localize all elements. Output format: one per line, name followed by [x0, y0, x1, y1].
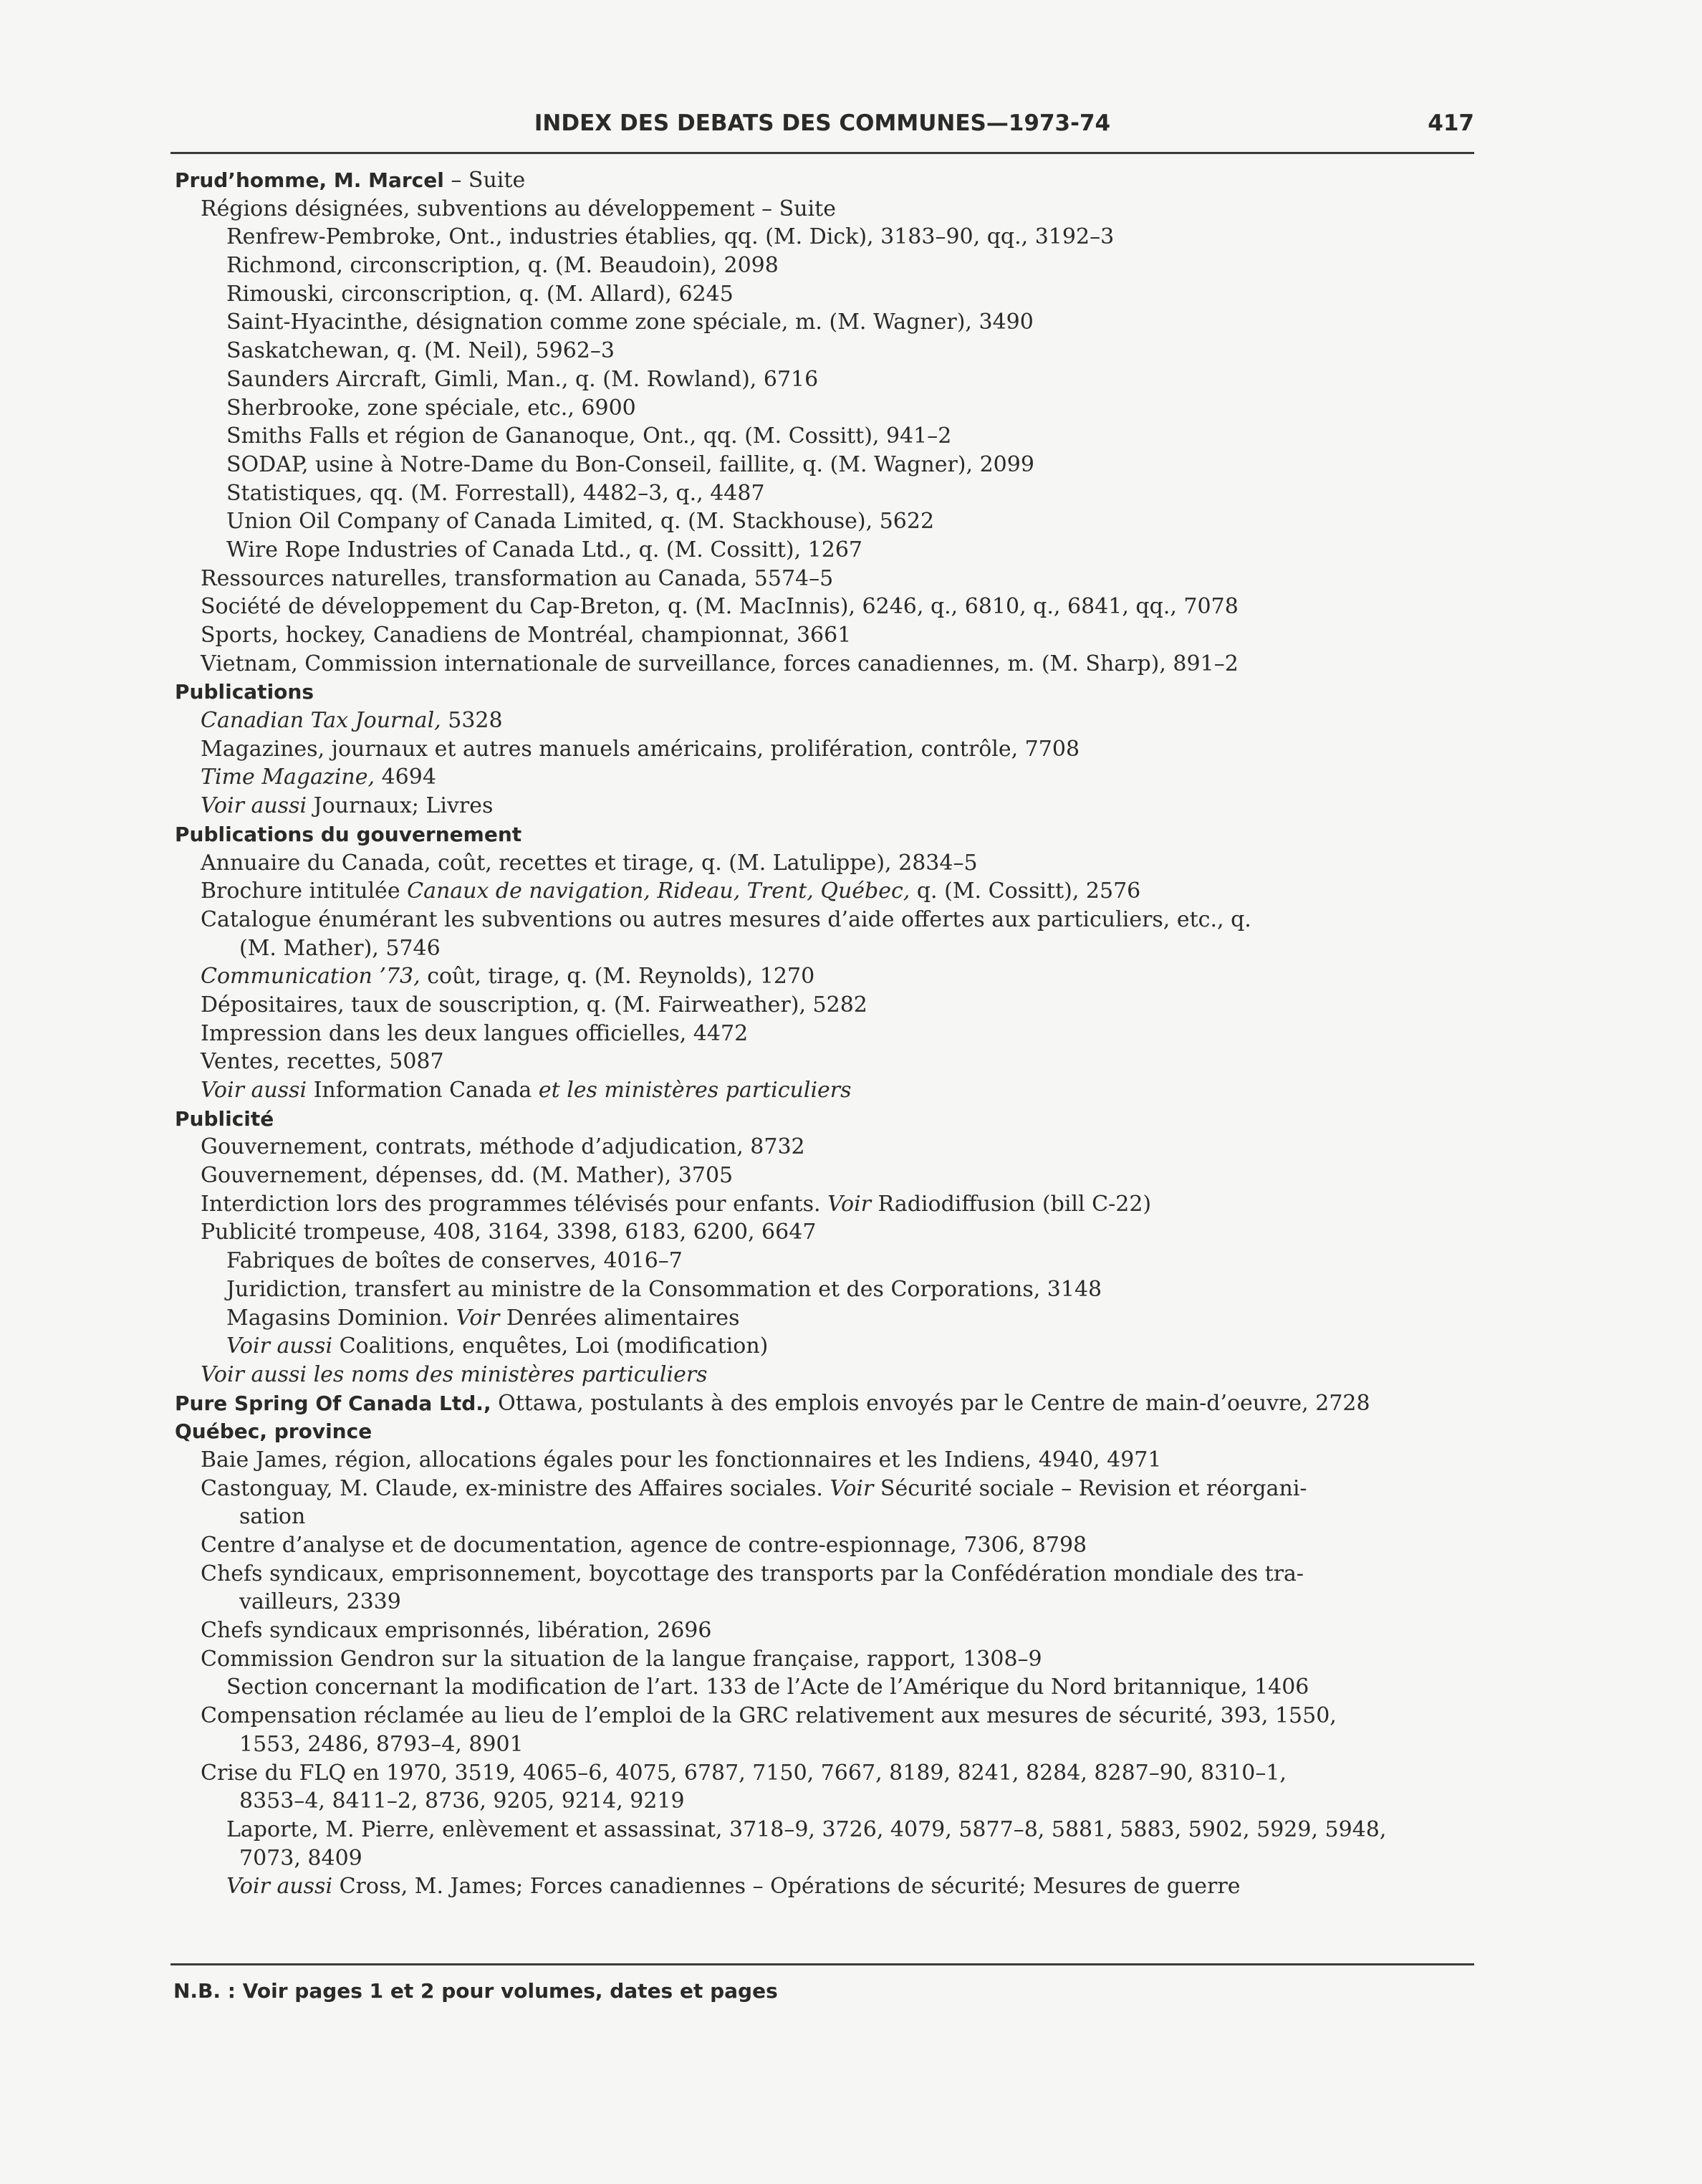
index-entry	[175, 1787, 1471, 1816]
entry-text: Publicité trompeuse, 408, 3164, 3398, 6183, 6200, 6647	[201, 1220, 817, 1245]
entry-italic-text: Canadian Tax Journal,	[201, 708, 441, 734]
entry-text: Cross, M. James; Forces canadiennes – Opérations de sécurité; Mesures de guerre	[332, 1874, 1241, 1900]
index-entry	[175, 195, 1471, 224]
entry-italic-text: Voir aussi	[201, 1078, 307, 1103]
index-entry	[175, 1645, 1471, 1674]
entry-italic-text: Time Magazine,	[201, 765, 375, 790]
entry-text: Ressources naturelles, transformation au Canada, 5574–5	[201, 565, 834, 591]
index-entry	[175, 1588, 1471, 1617]
entry-heading-text: Pure Spring Of Canada Ltd.,	[175, 1391, 491, 1415]
entry-text: Dépositaires, taux de souscription, q. (M. Fairweather), 5282	[201, 992, 867, 1017]
entry-text: Catalogue énumérant les subventions ou autres mesures d’aide offertes aux particuliers, etc., q.	[201, 906, 1251, 932]
index-entry	[175, 1560, 1471, 1589]
entry-text: q. (M. Cossitt), 2576	[910, 878, 1141, 904]
entry-text: Chefs syndicaux, emprisonnement, boycottage des transports par la Confédération mondiale des tra-	[201, 1561, 1304, 1586]
index-entry	[175, 308, 1471, 337]
entry-text: Sherbrooke, zone spéciale, etc., 6900	[226, 395, 636, 421]
index-entry	[175, 451, 1471, 479]
entry-text: Denrées alimentaires	[499, 1305, 740, 1331]
entry-text: Saskatchewan, q. (M. Neil), 5962–3	[226, 338, 615, 364]
entry-text: Saunders Aircraft, Gimli, Man., q. (M. Rowland), 6716	[226, 366, 819, 392]
index-entries	[175, 166, 1471, 1901]
entry-text: Magazines, journaux et autres manuels américains, prolifération, contrôle, 7708	[201, 736, 1080, 762]
entry-heading-text: Publications	[175, 680, 314, 704]
index-entry	[175, 1218, 1471, 1247]
index-entry	[175, 1617, 1471, 1645]
index-entry	[175, 1247, 1471, 1275]
index-entry	[175, 1304, 1471, 1333]
entry-text: Vietnam, Commission internationale de surveillance, forces canadiennes, m. (M. Sharp), 891–2	[201, 651, 1239, 676]
index-entry	[175, 1730, 1471, 1759]
index-heading	[175, 1417, 1471, 1446]
index-entry	[175, 1702, 1471, 1730]
entry-italic-text: Voir	[830, 1475, 874, 1501]
entry-text: Information Canada	[307, 1078, 539, 1103]
index-entry	[175, 650, 1471, 679]
index-entry	[175, 1759, 1471, 1788]
index-entry	[175, 763, 1471, 792]
index-entry	[175, 792, 1471, 820]
entry-italic-text: Voir aussi	[226, 1333, 333, 1359]
index-entry	[175, 394, 1471, 423]
index-entry	[175, 1076, 1471, 1105]
page-header	[170, 107, 1474, 142]
index-title: INDEX DES DEBATS DES COMMUNES—1973-74	[534, 110, 1111, 136]
entry-text: (M. Mather), 5746	[239, 935, 441, 961]
entry-heading-text: Prud’homme, M. Marcel	[175, 168, 444, 192]
index-entry	[175, 1048, 1471, 1076]
entry-text: Centre d’analyse et de documentation, agence de contre-espionnage, 7306, 8798	[201, 1533, 1087, 1558]
index-entry	[175, 337, 1471, 365]
entry-text: Gouvernement, dépenses, dd. (M. Mather), 3705	[201, 1163, 734, 1189]
entry-text: Sports, hockey, Canadiens de Montréal, championnat, 3661	[201, 623, 852, 648]
entry-text: Brochure intitulée	[201, 878, 408, 904]
index-entry	[175, 479, 1471, 508]
entry-text: Ottawa, postulants à des emplois envoyés par le Centre de main-d’oeuvre, 2728	[491, 1390, 1370, 1416]
entry-text: Commission Gendron sur la situation de la langue française, rapport, 1308–9	[201, 1646, 1042, 1672]
entry-heading-text: Québec, province	[175, 1419, 372, 1444]
index-entry	[175, 1503, 1471, 1531]
entry-text: Statistiques, qq. (M. Forrestall), 4482–3, q., 4487	[226, 480, 765, 506]
entry-text: Saint-Hyacinthe, désignation comme zone spéciale, m. (M. Wagner), 3490	[226, 310, 1034, 335]
entry-text: 8353–4, 8411–2, 8736, 9205, 9214, 9219	[239, 1788, 685, 1814]
entry-text: Juridiction, transfert au ministre de la Consommation et des Corporations, 3148	[226, 1276, 1102, 1302]
entry-text: vailleurs, 2339	[239, 1589, 401, 1615]
index-entry	[175, 1190, 1471, 1219]
entry-italic-text: Canaux de navigation, Rideau, Trent, Québec,	[407, 878, 910, 904]
page-number: 417	[1428, 110, 1474, 136]
entry-italic-text: et les ministères particuliers	[538, 1078, 852, 1103]
entry-text: 1553, 2486, 8793–4, 8901	[239, 1731, 524, 1757]
index-entry	[175, 877, 1471, 906]
entry-text: Régions désignées, subventions au développement – Suite	[201, 196, 836, 221]
index-entry	[175, 849, 1471, 878]
entry-text: Annuaire du Canada, coût, recettes et tirage, q. (M. Latulippe), 2834–5	[201, 850, 978, 876]
index-entry	[175, 565, 1471, 593]
index-entry	[175, 536, 1471, 565]
entry-italic-text: Voir aussi	[226, 1874, 333, 1900]
index-heading	[175, 820, 1471, 849]
index-entry	[175, 1673, 1471, 1702]
index-heading	[175, 678, 1471, 707]
index-entry	[175, 707, 1471, 735]
entry-text: Compensation réclamée au lieu de l’emploi de la GRC relativement aux mesures de sécurité, 393, 1550,	[201, 1703, 1337, 1729]
index-entry	[175, 223, 1471, 252]
index-entry	[175, 906, 1471, 934]
entry-text: Société de développement du Cap-Breton, q. (M. MacInnis), 6246, q., 6810, q., 6841, qq., 7078	[201, 594, 1239, 620]
index-entry	[175, 422, 1471, 451]
index-entry	[175, 1361, 1471, 1389]
entry-text: Magasins Dominion.	[226, 1305, 456, 1331]
index-entry	[175, 1162, 1471, 1190]
entry-text: Fabriques de boîtes de conserves, 4016–7	[226, 1248, 683, 1274]
entry-text: Baie James, région, allocations égales pour les fonctionnaires et les Indiens, 4940, 4971	[201, 1447, 1162, 1472]
footnote: N.B. : Voir pages 1 et 2 pour volumes, dates et pages	[173, 1979, 778, 2003]
entry-text: Renfrew-Pembroke, Ont., industries établies, qq. (M. Dick), 3183–90, qq., 3192–3	[226, 224, 1115, 250]
index-entry	[175, 280, 1471, 309]
entry-text: Journaux; Livres	[307, 793, 494, 819]
entry-text: 4694	[375, 765, 436, 790]
entry-text: coût, tirage, q. (M. Reynolds), 1270	[420, 964, 815, 990]
index-entry	[175, 962, 1471, 991]
index-entry	[175, 1332, 1471, 1361]
index-entry	[175, 507, 1471, 536]
index-entry	[175, 1475, 1471, 1503]
index-entry	[175, 991, 1471, 1020]
entry-italic-text: Voir aussi les noms des ministères particuliers	[201, 1361, 708, 1387]
entry-text: sation	[239, 1504, 306, 1530]
entry-text: Impression dans les deux langues officielles, 4472	[201, 1020, 749, 1046]
entry-heading-text: Publications du gouvernement	[175, 822, 522, 846]
entry-text: Crise du FLQ en 1970, 3519, 4065–6, 4075, 6787, 7150, 7667, 8189, 8241, 8284, 8287–90, 8310–1,	[201, 1760, 1287, 1786]
entry-text: Richmond, circonscription, q. (M. Beaudoin), 2098	[226, 253, 779, 279]
index-entry	[175, 1816, 1471, 1844]
index-entry	[175, 1844, 1471, 1873]
entry-text: Section concernant la modification de l’art. 133 de l’Acte de l’Amérique du Nord britannique, 1406	[226, 1675, 1309, 1700]
entry-text: Union Oil Company of Canada Limited, q. (M. Stackhouse), 5622	[226, 509, 935, 535]
footer-rule	[170, 1963, 1474, 1965]
index-entry	[175, 1531, 1471, 1560]
index-entry	[175, 621, 1471, 650]
entry-text: Smiths Falls et région de Gananoque, Ont., qq. (M. Cossitt), 941–2	[226, 423, 952, 449]
entry-text: – Suite	[443, 168, 526, 193]
entry-text: 7073, 8409	[239, 1845, 362, 1871]
entry-text: Coalitions, enquêtes, Loi (modification)	[332, 1333, 769, 1359]
entry-text: Laporte, M. Pierre, enlèvement et assassinat, 3718–9, 3726, 4079, 5877–8, 5881, 5883, 5902, 5929, 5948,	[226, 1816, 1387, 1842]
index-heading	[175, 166, 1471, 195]
entry-italic-text: Voir	[827, 1191, 872, 1217]
header-rule	[170, 152, 1474, 154]
entry-text: Wire Rope Industries of Canada Ltd., q. (M. Cossitt), 1267	[226, 537, 863, 562]
index-entry	[175, 1275, 1471, 1304]
index-entry	[175, 735, 1471, 764]
index-entry	[175, 934, 1471, 963]
index-entry	[175, 1020, 1471, 1048]
entry-text: Chefs syndicaux emprisonnés, libération, 2696	[201, 1618, 712, 1644]
entry-text: Castonguay, M. Claude, ex-ministre des Affaires sociales.	[201, 1475, 830, 1501]
entry-text: 5328	[441, 708, 503, 734]
index-entry	[175, 252, 1471, 280]
index-entry	[175, 365, 1471, 394]
index-entry	[175, 593, 1471, 621]
entry-text: Interdiction lors des programmes télévisés pour enfants.	[201, 1191, 828, 1217]
entry-italic-text: Communication ’73,	[201, 964, 420, 990]
entry-text: SODAP, usine à Notre-Dame du Bon-Conseil, faillite, q. (M. Wagner), 2099	[226, 451, 1034, 477]
entry-text: Sécurité sociale – Revision et réorgani-	[873, 1475, 1307, 1501]
index-entry	[175, 1872, 1471, 1901]
entry-text: Radiodiffusion (bill C-22)	[871, 1191, 1152, 1217]
index-entry	[175, 1446, 1471, 1475]
entry-italic-text: Voir	[456, 1305, 500, 1331]
index-heading	[175, 1389, 1471, 1418]
entry-text: Ventes, recettes, 5087	[201, 1049, 444, 1075]
index-entry	[175, 1133, 1471, 1162]
entry-heading-text: Publicité	[175, 1106, 274, 1131]
entry-text: Gouvernement, contrats, méthode d’adjudication, 8732	[201, 1134, 805, 1160]
entry-italic-text: Voir aussi	[201, 793, 307, 819]
index-heading	[175, 1105, 1471, 1134]
entry-text: Rimouski, circonscription, q. (M. Allard), 6245	[226, 281, 734, 307]
